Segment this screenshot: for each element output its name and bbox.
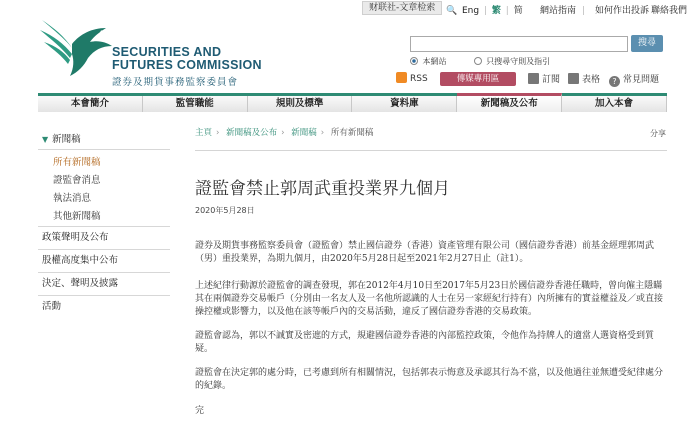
faq-label: 常見問題 [623,75,660,85]
subscribe-icon [528,73,539,84]
subscribe-link[interactable] [528,72,560,85]
sidebar-head-label: 新聞稿 [52,134,81,145]
nav-database[interactable]: 資料庫 [352,96,457,112]
breadcrumb-press[interactable]: 新聞稿 [291,128,317,138]
nav-rules[interactable]: 規則及標準 [248,96,353,112]
separator: | [582,6,586,16]
share-link[interactable]: 分享 [650,129,666,138]
breadcrumb: 主頁 › 新聞稿及公布 › 新聞稿 › 所有新聞稿 [195,128,374,138]
page-title: 證監會禁止郭周武重投業界九個月 [195,179,450,199]
breadcrumb-current: 所有新聞稿 [330,128,374,138]
chevron-down-icon: ▼ [42,135,49,144]
complain-link[interactable]: 如何作出投訴 [595,6,650,16]
nav-regulatory[interactable]: 監管職能 [143,96,248,112]
sidebar [38,128,170,318]
forms-link[interactable] [568,72,600,85]
media-zone-button[interactable]: 傳媒專用區 [440,72,516,86]
sidebar-item-decisions[interactable]: 決定、聲明及披露 [38,272,170,295]
search-scope-options [410,56,550,67]
question-icon: ? [609,76,620,87]
subscribe-label: 訂閱 [542,75,561,85]
sidebar-item-events[interactable]: 活動 [38,295,170,318]
nav-careers[interactable]: 加入本會 [562,96,667,112]
search-button[interactable]: 搜尋 [631,35,663,52]
logo-wordmark [112,46,262,88]
sidebar-head[interactable] [38,128,170,150]
nav-about[interactable]: 本會簡介 [38,96,143,112]
breadcrumb-home[interactable]: 主頁 [195,128,213,138]
article-paragraph-1: 證券及期貨事務監察委員會（證監會）禁止國信證券（香港）資產管理有限公司（國信證券香港）前基金經理郭周武（男）重投業界，為期九個月，由2020年5月28日起至2021年2月27日止（註1）。 [195,241,655,264]
article-paragraph-3: 證監會認為，郭以不誠實及密遮的方式，規避國信證券香港的內部監控政策，令他作為持牌人的適當人選資格受到質疑。 [195,331,655,354]
logo-line-3: 證券及期貨事務監察委員會 [112,77,239,88]
rss-link[interactable] [396,72,428,84]
sidebar-sub-all[interactable]: 所有新聞稿 [53,157,101,168]
breadcrumb-news-section[interactable]: 新聞稿及公布 [226,128,278,138]
divider [195,150,667,151]
lang-simp-link[interactable]: 简 [513,6,523,16]
forms-icon [568,73,579,84]
rss-label: RSS [410,74,428,84]
article-paragraph-2: 上述紀律行動源於證監會的調查發現，郭在2012年4月10日至2017年5月23日於國信證券香港任職時，曾向僱主隱瞞其在兩個證券交易帳戶（分別由一名友人及一名他所認識的人士在另一家經紀行持有）內所擁有的實益權益及／或直接操控權或影響力，以及他在該等帳戶內的交易活動，違反了國信證券香港的交易政策。 [195,281,664,317]
sidebar-sub-enforcement[interactable]: 執法消息 [53,193,92,204]
sfc-eagle-logo-icon[interactable] [36,14,118,80]
radio-guide-label[interactable]: 只搜尋守則及指引 [486,57,551,66]
magnifier-icon[interactable]: 🔍 [446,6,458,16]
logo-line-2: FUTURES COMMISSION [112,58,262,72]
sidebar-item-concentration[interactable]: 股權高度集中公布 [38,249,170,272]
nav-news[interactable]: 新聞稿及公布 [457,93,562,112]
contact-link[interactable]: 聯絡我們 [651,6,688,16]
radio-guide-icon[interactable] [474,57,482,65]
faq-link[interactable] [609,72,659,87]
search-input[interactable] [410,36,628,52]
sitemap-link[interactable]: 網站指南 [540,6,577,16]
watermark-tab: 财联社-文章检索 [362,1,442,15]
sidebar-sub-sfc[interactable]: 證監會消息 [53,175,101,186]
sidebar-sub-other[interactable]: 其他新聞稿 [53,211,101,222]
radio-site-icon[interactable] [410,57,418,65]
article-date: 2020年5月28日 [195,206,255,215]
radio-site-label[interactable]: 本網站 [422,57,447,66]
article-end-mark: 完 [195,406,205,416]
lang-eng-link[interactable]: Eng [462,6,480,16]
lang-trad-link[interactable]: 繁 [491,6,501,16]
rss-icon [396,72,407,83]
forms-label: 表格 [582,75,601,85]
language-switcher: Eng | 繁 | 简 [462,6,523,16]
sidebar-item-policy[interactable]: 政策聲明及公布 [38,226,170,249]
logo-line-1: SECURITIES AND [112,45,222,59]
main-nav [38,93,667,112]
article-paragraph-4: 證監會在決定郭的處分時，已考慮到所有相關情況，包括郭表示悔意及承認其行為不當，以及他過往並無遭受紀律處分的紀錄。 [195,368,664,391]
